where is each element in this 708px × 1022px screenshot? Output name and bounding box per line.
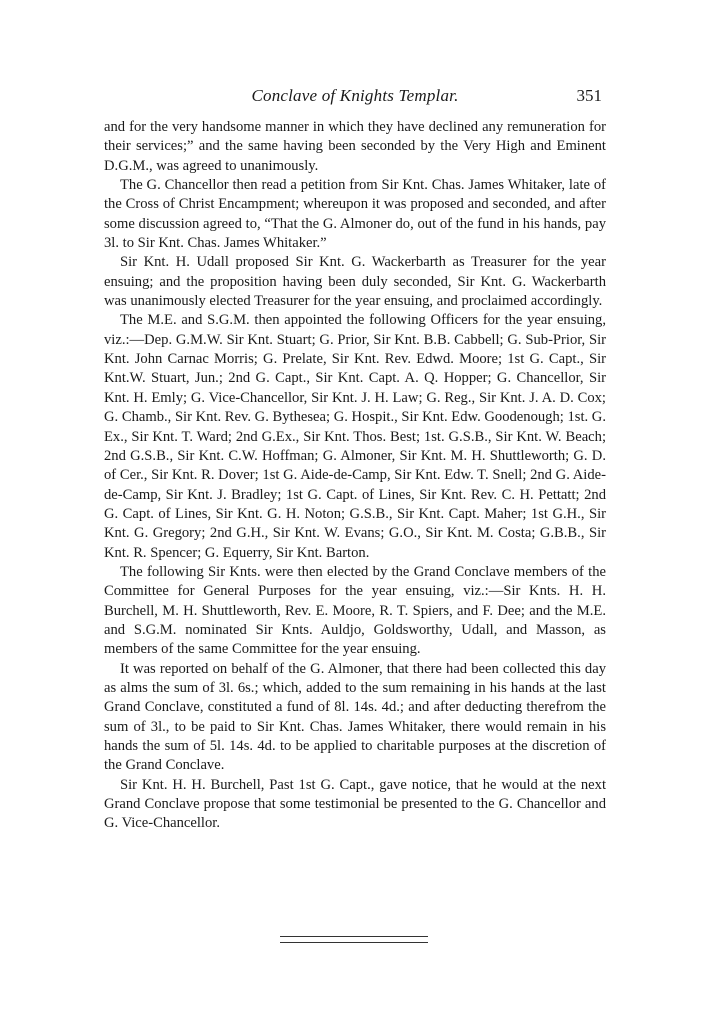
paragraph-treasurer: Sir Knt. H. Udall proposed Sir Knt. G. Wackerbarth as Treasurer for the year ensuing; and the proposition having been duly seconded, Sir Knt. G. Wackerbarth was unanimously elected Treasurer for the year ensuing, and proclaimed accordingly. bbox=[104, 254, 606, 310]
running-title: Conclave of Knights Templar. bbox=[251, 86, 459, 105]
body-text bbox=[104, 118, 606, 834]
paragraph-petition: The G. Chancellor then read a petition from Sir Knt. Chas. James Whitaker, late of the Cross of Christ Encampment; whereupon it was proposed and seconded, and after some discussion agreed to, “That the G. Almoner do, out of the fund in his hands, pay 3l. to Sir Knt. Chas. James Whitaker.” bbox=[104, 177, 606, 252]
end-rule bbox=[280, 936, 428, 943]
page-number: 351 bbox=[576, 86, 602, 105]
running-head bbox=[104, 86, 606, 108]
paragraph-alms: It was reported on behalf of the G. Almoner, that there had been collected this day as alms the sum of 3l. 6s.; which, added to the sum remaining in his hands at the last Grand Conclave, constituted a fund of 8l. 14s. 4d.; and after deducting therefrom the sum of 3l., to be paid to Sir Knt. Chas. James Whitaker, there would remain in his hands the sum of 5l. 14s. 4d. to be applied to charitable purposes at the discretion of the Grand Conclave. bbox=[104, 660, 606, 774]
paragraph-testimonial: Sir Knt. H. H. Burchell, Past 1st G. Capt., gave notice, that he would at the next Grand Conclave propose that some testimonial be presented to the G. Chancellor and G. Vice-Chancellor. bbox=[104, 776, 606, 832]
paragraph-officers: The M.E. and S.G.M. then appointed the following Officers for the year ensuing, viz.:—Dep. G.M.W. Sir Knt. Stuart; G. Prior, Sir Knt. B.B. Cabbell; G. Sub-Prior, Sir Knt. John Carnac Morris; G. Prelate, Sir Knt. Rev. Edwd. Moore; 1st G. Capt., Sir Knt.W. Stuart, Jun.; 2nd G. Capt., Sir Knt. Capt. A. Q. Hopper; G. Chancellor, Sir Knt. H. Emly; G. Vice-Chancellor, Sir Knt. J. H. Law; G. Reg., Sir Knt. J. A. D. Cox; G. Chamb., Sir Knt. Rev. G. Bythesea; G. Hospit., Sir Knt. Edw. Goodenough; 1st. G. Ex., Sir Knt. T. Ward; 2nd G.Ex., Sir Knt. Thos. Best; 1st. G.S.B., Sir Knt. W. Beach; 2nd G.S.B., Sir Knt. C.W. Hoffman; G. Almoner, Sir Knt. M. H. Shuttleworth; G. D. of Cer., Sir Knt. R. Dover; 1st G. Aide-de-Camp, Sir Knt. Edw. T. Snell; 2nd G. Aide-de-Camp, Sir Knt. J. Bradley; 1st G. Capt. of Lines, Sir Knt. Rev. C. H. Pettatt; 2nd G. Capt. of Lines, Sir Knt. G. H. Noton; G.S.B., Sir Knt. Capt. Maher; 1st G.H., Sir Knt. G. Gregory; 2nd G.H., Sir Knt. W. Evans; G.O., Sir Knt. M. Costa; G.B.B., Sir Knt. R. Spencer; G. Equerry, Sir Knt. Barton. bbox=[104, 312, 606, 561]
paragraph-continuation: and for the very handsome manner in which they have declined any remuneration for their services;” and the same having been seconded by the Very High and Eminent D.G.M., was agreed to unanimously. bbox=[104, 119, 606, 174]
paragraph-committee: The following Sir Knts. were then elected by the Grand Conclave members of the Committee for General Purposes for the year ensuing, viz.:—Sir Knts. H. H. Burchell, M. H. Shuttleworth, Rev. E. Moore, R. T. Spiers, and F. Dee; and the M.E. and S.G.M. nominated Sir Knts. Auldjo, Goldsworthy, Udall, and Masson, as members of the same Committee for the year ensuing. bbox=[104, 563, 606, 658]
